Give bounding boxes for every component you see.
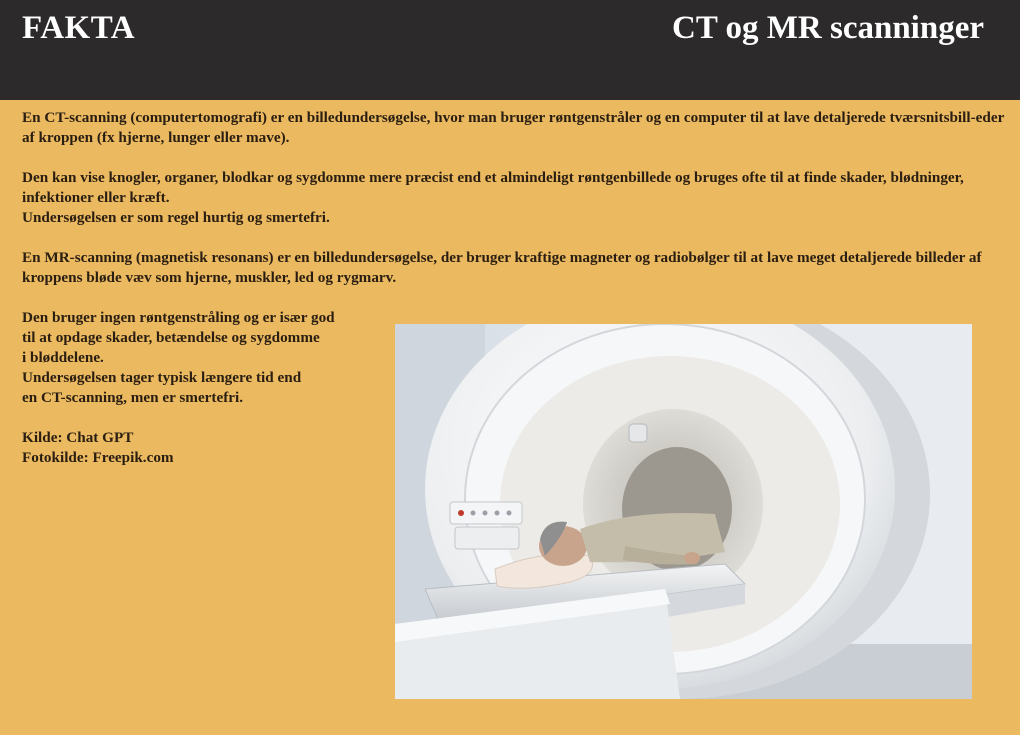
fakta-title: FAKTA xyxy=(22,10,136,46)
mr-intro-paragraph: En MR-scanning (magnetisk resonans) er en billedundersøgelse, der bruger kraftige magneter og radiobølger til at lave meget detaljerede billeder af kroppens bløde væv som hjerne, muskler, led og rygmarv. xyxy=(22,249,982,286)
page-title: CT og MR scanninger xyxy=(672,10,984,46)
mr-detail-line: Den bruger ingen røntgenstråling og er især god xyxy=(22,309,335,326)
mr-detail-line: Undersøgelsen tager typisk længere tid end xyxy=(22,369,302,386)
mr-detail-line: i bløddelene. xyxy=(22,349,104,366)
mr-detail-line: en CT-scanning, men er smertefri. xyxy=(22,389,244,406)
mri-scanner-photo xyxy=(395,324,972,699)
header-bar xyxy=(0,0,1020,100)
photo-credit: Fotokilde: Freepik.com xyxy=(22,449,174,466)
mr-detail-line: til at opdage skader, betændelse og sygdomme xyxy=(22,329,320,346)
mr-detail-paragraph xyxy=(22,308,367,408)
ct-note-paragraph: Undersøgelsen er som regel hurtig og smertefri. xyxy=(22,209,330,226)
ct-detail-paragraph: Den kan vise knogler, organer, blodkar og sygdomme mere præcist end et almindeligt røntgenbillede og bruges ofte til at finde skader, blødninger, infektioner eller kræft. xyxy=(22,169,964,206)
source-credit: Kilde: Chat GPT xyxy=(22,429,134,446)
ct-intro-paragraph: En CT-scanning (computertomografi) er en billedundersøgelse, hvor man bruger røntgenstråler og en computer til at lave detaljerede tværsnitsbill-eder af kroppen (fx hjerne, lunger eller mave). xyxy=(22,109,1005,146)
